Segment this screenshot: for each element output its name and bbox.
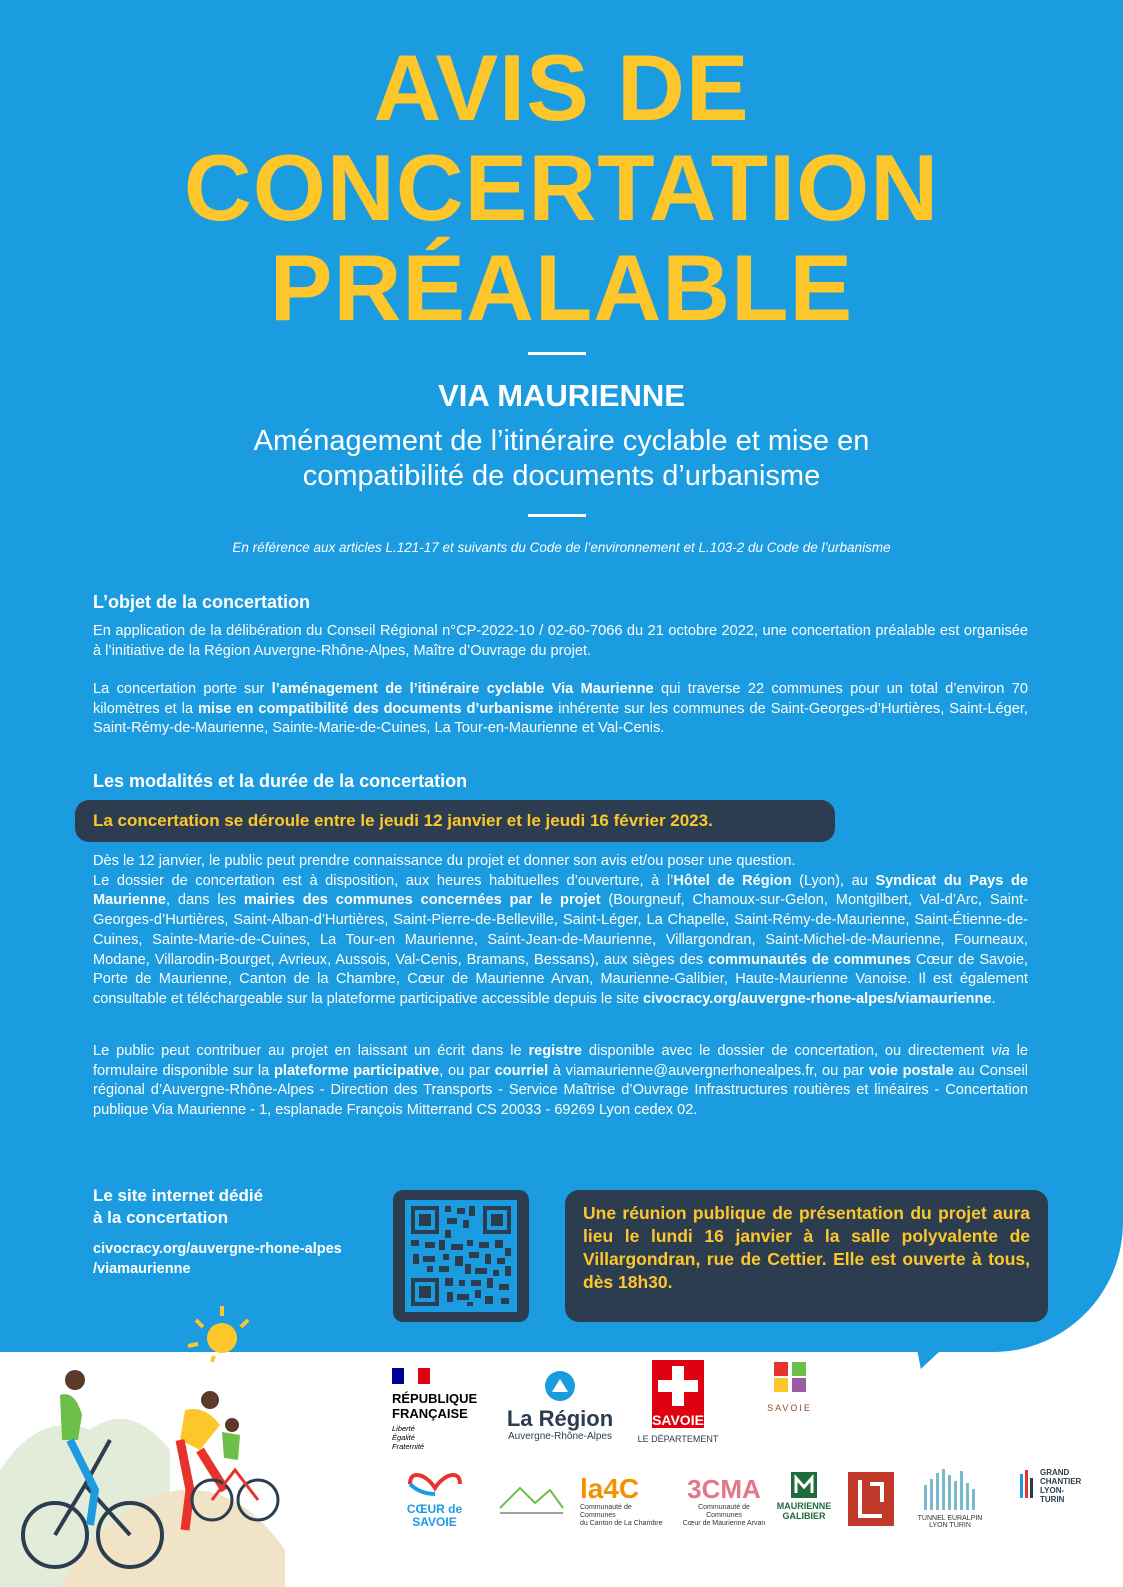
text-run: Le public peut contribuer au projet en laissant un écrit dans le: [93, 1043, 529, 1059]
french-flag-icon: [392, 1368, 430, 1384]
logo-text: la4C: [580, 1473, 640, 1504]
qr-code[interactable]: [393, 1190, 529, 1322]
text-run-bold: mairies des communes concernées par le projet: [243, 892, 601, 909]
logo-text: LYON-TURIN: [1040, 1486, 1065, 1504]
heading-line: Le site internet dédié: [93, 1186, 264, 1205]
description-line: Aménagement de l’itinéraire cyclable et mise en: [253, 425, 870, 457]
text-run: , dans les: [165, 892, 244, 909]
text-run-bold: Hôtel de Région: [673, 872, 792, 889]
logo-text: Communauté de Communes: [580, 1504, 632, 1519]
logo-text: SAVOIE: [412, 1515, 457, 1529]
text-run: inhérente sur les communes de Saint-Georges-d’Hurtières, Saint-Léger, Saint-Rémy-de-Maurienne, Sainte-Marie-de-Cuines, La Tour-en-Maurienne et Val-Cenis.: [93, 700, 1028, 737]
project-description: [100, 424, 1023, 494]
logo-text: FRANÇAISE: [392, 1406, 468, 1421]
concertation-period-banner: La concertation se déroule entre le jeudi 12 janvier et le jeudi 16 février 2023.: [75, 800, 835, 842]
public-meeting-notice: Une réunion publique de présentation du projet aura lieu le lundi 16 janvier à la salle polyvalente de Villargondran, rue de Cettier. Elle est ouverte à tous, dès 18h30.: [565, 1190, 1048, 1322]
syndicat-emblem-icon: [770, 1356, 810, 1398]
vanoise-emblem-icon: [848, 1472, 894, 1526]
logo-text: 3CMA: [687, 1474, 761, 1504]
logo-text: GALIBIER: [782, 1511, 826, 1521]
text-run: le formulaire disponible sur la: [93, 1043, 1029, 1079]
text-run-bold: registre: [528, 1043, 582, 1059]
region-emblem-icon: [544, 1370, 576, 1402]
text-run: au Conseil régional d’Auvergne-Rhône-Alpes - Direction des Transports - Service Maîtrise d’Ouvrage Infrastructures routières et linéaires - Concertation publique Via Maurienne - 1, esplanade François Mitterrand CS 20033 - 69269 Lyon cedex 02.: [93, 1062, 1028, 1119]
website-url[interactable]: [93, 1239, 393, 1279]
objet-paragraph-2: [93, 680, 1028, 739]
syndicat-pays-de-maurienne-logo: [742, 1356, 837, 1441]
region-auvergne-rhone-alpes-logo: [495, 1370, 625, 1450]
text-run: .: [991, 990, 996, 1007]
logo-text: Égalité: [392, 1433, 415, 1442]
text-run-bold: plateforme participative: [273, 1062, 440, 1079]
text-run: Cœur de Savoie, Porte de Maurienne, Canton de la Chambre, Cœur de Maurienne Arvan, Maurienne-Galibier, Haute-Maurienne Vanoise. Il est également consultable et téléchargeable sur la plateforme participative accessible depuis le site: [93, 951, 1028, 1007]
maurienne-galibier-logo: [776, 1472, 832, 1532]
text-run: (Lyon), au: [791, 872, 876, 889]
text-run-bold: Syndicat du Pays de Maurienne: [93, 872, 1028, 909]
savoie-departement-logo: [632, 1360, 724, 1445]
text-run: La concertation porte sur: [93, 681, 272, 697]
savoie-cross-icon: [652, 1360, 704, 1412]
title-line: PRÉALABLE: [269, 235, 854, 340]
logo-text: RÉPUBLIQUE: [392, 1391, 478, 1406]
text-run-bold: mise en compatibilité des documents d’urbanisme: [198, 700, 554, 717]
text-run: Dès le 12 janvier, le public peut prendre connaissance du projet et donner son avis et/ou poser une question.: [93, 853, 796, 869]
tunnel-euralpin-logo: [912, 1465, 988, 1535]
modalites-paragraph-2: [93, 1042, 1028, 1121]
logo-text: Cœur de Maurienne Arvan: [682, 1520, 766, 1527]
qr-code-area: [405, 1200, 517, 1312]
logo-text: CŒUR de: [406, 1502, 463, 1516]
chantier-bars-icon: [1018, 1468, 1038, 1498]
text-run: à viamaurienne@auvergnerhonealpes.fr, ou par: [548, 1062, 869, 1079]
logo-text: Liberté: [392, 1424, 415, 1433]
divider-rule: [528, 514, 586, 517]
qr-code-icon: [405, 1200, 517, 1312]
url-line[interactable]: civocracy.org/auvergne-rhone-alpes: [93, 1241, 342, 1257]
text-run-bold: communautés de communes: [707, 951, 911, 968]
text-run: disponible avec le dossier de concertation, ou directement: [582, 1043, 992, 1059]
logo-text: CHANTIER: [1040, 1477, 1082, 1486]
cyclists-illustration: [0, 1290, 300, 1587]
divider-rule: [528, 352, 586, 355]
logo-text: SAVOIE: [652, 1412, 704, 1428]
heading-line: à la concertation: [93, 1208, 229, 1227]
coeur-de-savoie-logo: [392, 1470, 477, 1530]
url-line[interactable]: /viamaurienne: [93, 1261, 191, 1277]
objet-paragraph-1: En application de la délibération du Conseil Régional n°CP-2022-10 / 02-60-7066 du 21 octobre 2022, une concertation préalable est organisée à l’initiative de la Région Auvergne-Rhône-Alpes, Maître d’Ouvrage du projet.: [93, 623, 1028, 659]
title-line: AVIS DE: [373, 35, 750, 140]
communaute-canton-de-la-chambre-logo: [580, 1474, 668, 1534]
website-heading: [93, 1185, 393, 1229]
website-block: [93, 1185, 393, 1279]
text-run: qui traverse 22 communes pour un total d’environ 70 kilomètres et la: [93, 681, 1028, 717]
description-line: compatibilité de documents d’urbanisme: [302, 460, 821, 492]
text-run-italic: via: [991, 1043, 1010, 1059]
section-heading-objet: L’objet de la concertation: [93, 592, 311, 612]
poster-title: [0, 35, 1123, 340]
porte-de-maurienne-logo: [495, 1478, 565, 1528]
sun-icon: [188, 1306, 248, 1362]
section-heading-modalites: Les modalités et la durée de la concertation: [93, 771, 468, 791]
grand-chantier-lyon-turin-logo: [1018, 1468, 1082, 1528]
logo-text: Communauté de Communes: [698, 1504, 750, 1519]
text-run-bold: voie postale: [868, 1062, 954, 1079]
title-line: CONCERTATION: [183, 135, 940, 240]
legal-reference: En référence aux articles L.121-17 et suivants du Code de l’environnement et L.103-2 du Code de l’urbanisme: [232, 540, 891, 555]
communaute-coeur-de-maurienne-arvan-logo: [680, 1474, 768, 1534]
modalites-paragraph-1: [93, 852, 1028, 1010]
tunnel-bars-icon: [920, 1465, 980, 1510]
logo-text: SAVOIE: [767, 1403, 812, 1413]
logo-text: TUNNEL EURALPIN LYON TURIN: [917, 1515, 983, 1529]
logo-text: MAURIENNE: [776, 1501, 832, 1511]
project-name: VIA MAURIENNE: [438, 378, 685, 413]
republique-francaise-logo: [392, 1368, 487, 1451]
logo-text: GRAND: [1040, 1468, 1070, 1477]
text-run: (Bourgneuf, Chamoux-sur-Gelon, Montgilbert, Val-d’Arc, Saint-Georges-d’Hurtières, Saint-Alban-d’Hurtières, Saint-Pierre-de-Belleville, Saint-Léger, La Chapelle, Saint-Rémy-de-Maurienne, Saint-Étienne-de-Cuines, Sainte-Marie-de-Cuines, La Tour-en Maurienne, Saint-Jean-de-Maurienne, Villargondran, Saint-Michel-de-Maurienne, Fourneaux, Modane, Villarodin-Bourget, Avrieux, Aussois, Val-Cenis, Bramans, Bessans), aux sièges des: [93, 892, 1028, 968]
text-run-bold: l’aménagement de l’itinéraire cyclable Via Maurienne: [271, 681, 654, 697]
text-run: Le dossier de concertation est à disposition, aux heures habituelles d’ouverture, à l’: [93, 872, 674, 889]
logo-text: Fraternité: [392, 1442, 425, 1451]
haute-maurienne-vanoise-logo: [848, 1472, 894, 1526]
heart-icon: [400, 1470, 470, 1498]
logo-text: du Canton de La Chambre: [580, 1520, 663, 1527]
logo-text: LE DÉPARTEMENT: [637, 1434, 719, 1444]
mountain-icon: [495, 1478, 565, 1518]
adult-with-child-icon: [180, 1391, 278, 1530]
logo-text: Auvergne-Rhône-Alpes: [508, 1431, 612, 1442]
text-run-bold: civocracy.org/auvergne-rhone-alpes/viamaurienne: [643, 990, 992, 1007]
text-run-bold: courriel: [494, 1062, 549, 1079]
text-run: , ou par: [439, 1062, 495, 1079]
logo-text: La Région: [506, 1406, 614, 1431]
galibier-m-icon: [791, 1472, 817, 1498]
